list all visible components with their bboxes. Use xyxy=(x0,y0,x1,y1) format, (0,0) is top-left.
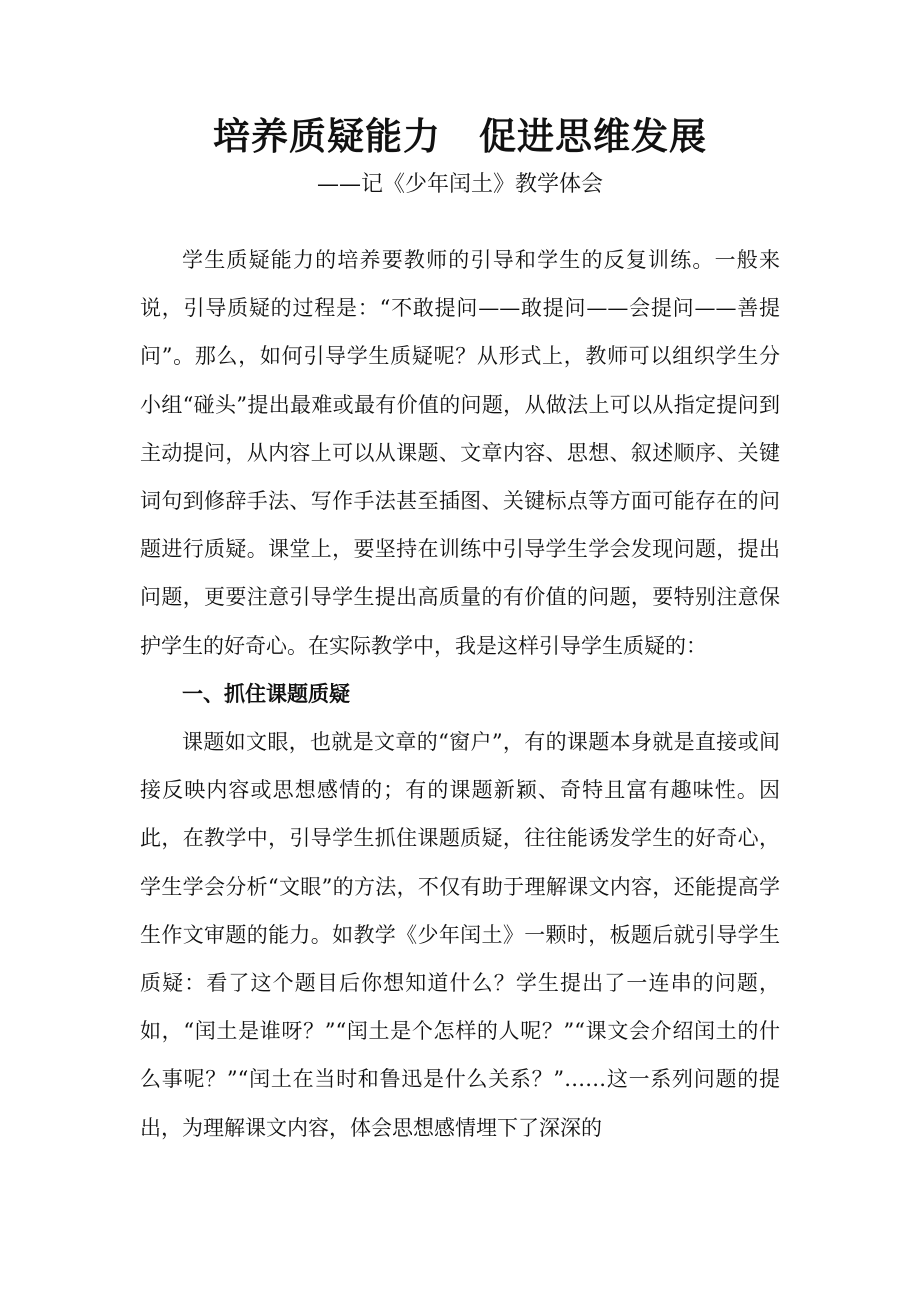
paragraph-intro: 学生质疑能力的培养要教师的引导和学生的反复训练。一般来说，引导质疑的过程是：“不敢提问——敢提问——会提问——善提问”。那么，如何引导学生质疑呢？从形式上，教师可以组织学生分小组“碰头”提出最难或最有价值的问题，从做法上可以从指定提问到主动提问，从内容上可以从课题、文章内容、思想、叙述顺序、关键词句到修辞手法、写作手法甚至插图、关键标点等方面可能存在的问题进行质疑。课堂上，要坚持在训练中引导学生学会发现问题，提出问题，更要注意引导学生提出高质量的有价值的问题，要特别注意保护学生的好奇心。在实际教学中，我是这样引导学生质疑的： xyxy=(140,248,780,658)
paragraph-section-one: 课题如文眼，也就是文章的“窗户”，有的课题本身就是直接或间接反映内容或思想感情的；有的课题新颖、奇特且富有趣味性。因此，在教学中，引导学生抓住课题质疑，往往能诱发学生的好奇心，学生学会分析“文眼”的方法，不仅有助于理解课文内容，还能提高学生作文审题的能力。如教学《少年闰土》一颗时，板题后就引导学生质疑：看了这个题目后你想知道什么？学生提出了一连串的问题，如，“闰土是谁呀？”“闰土是个怎样的人呢？”“课文会介绍闰土的什么事呢？”“闰土在当时和鲁迅是什么关系？”……这一系列问题的提出，为理解课文内容，体会思想感情埋下了深深的 xyxy=(140,730,780,1140)
document-title: 培养质疑能力 促进思维发展 xyxy=(213,114,707,158)
section-heading: 一、抓住课题质疑 xyxy=(182,680,350,706)
document-body xyxy=(140,236,780,1152)
document-subtitle: ——记《少年闰土》教学体会 xyxy=(316,172,603,197)
